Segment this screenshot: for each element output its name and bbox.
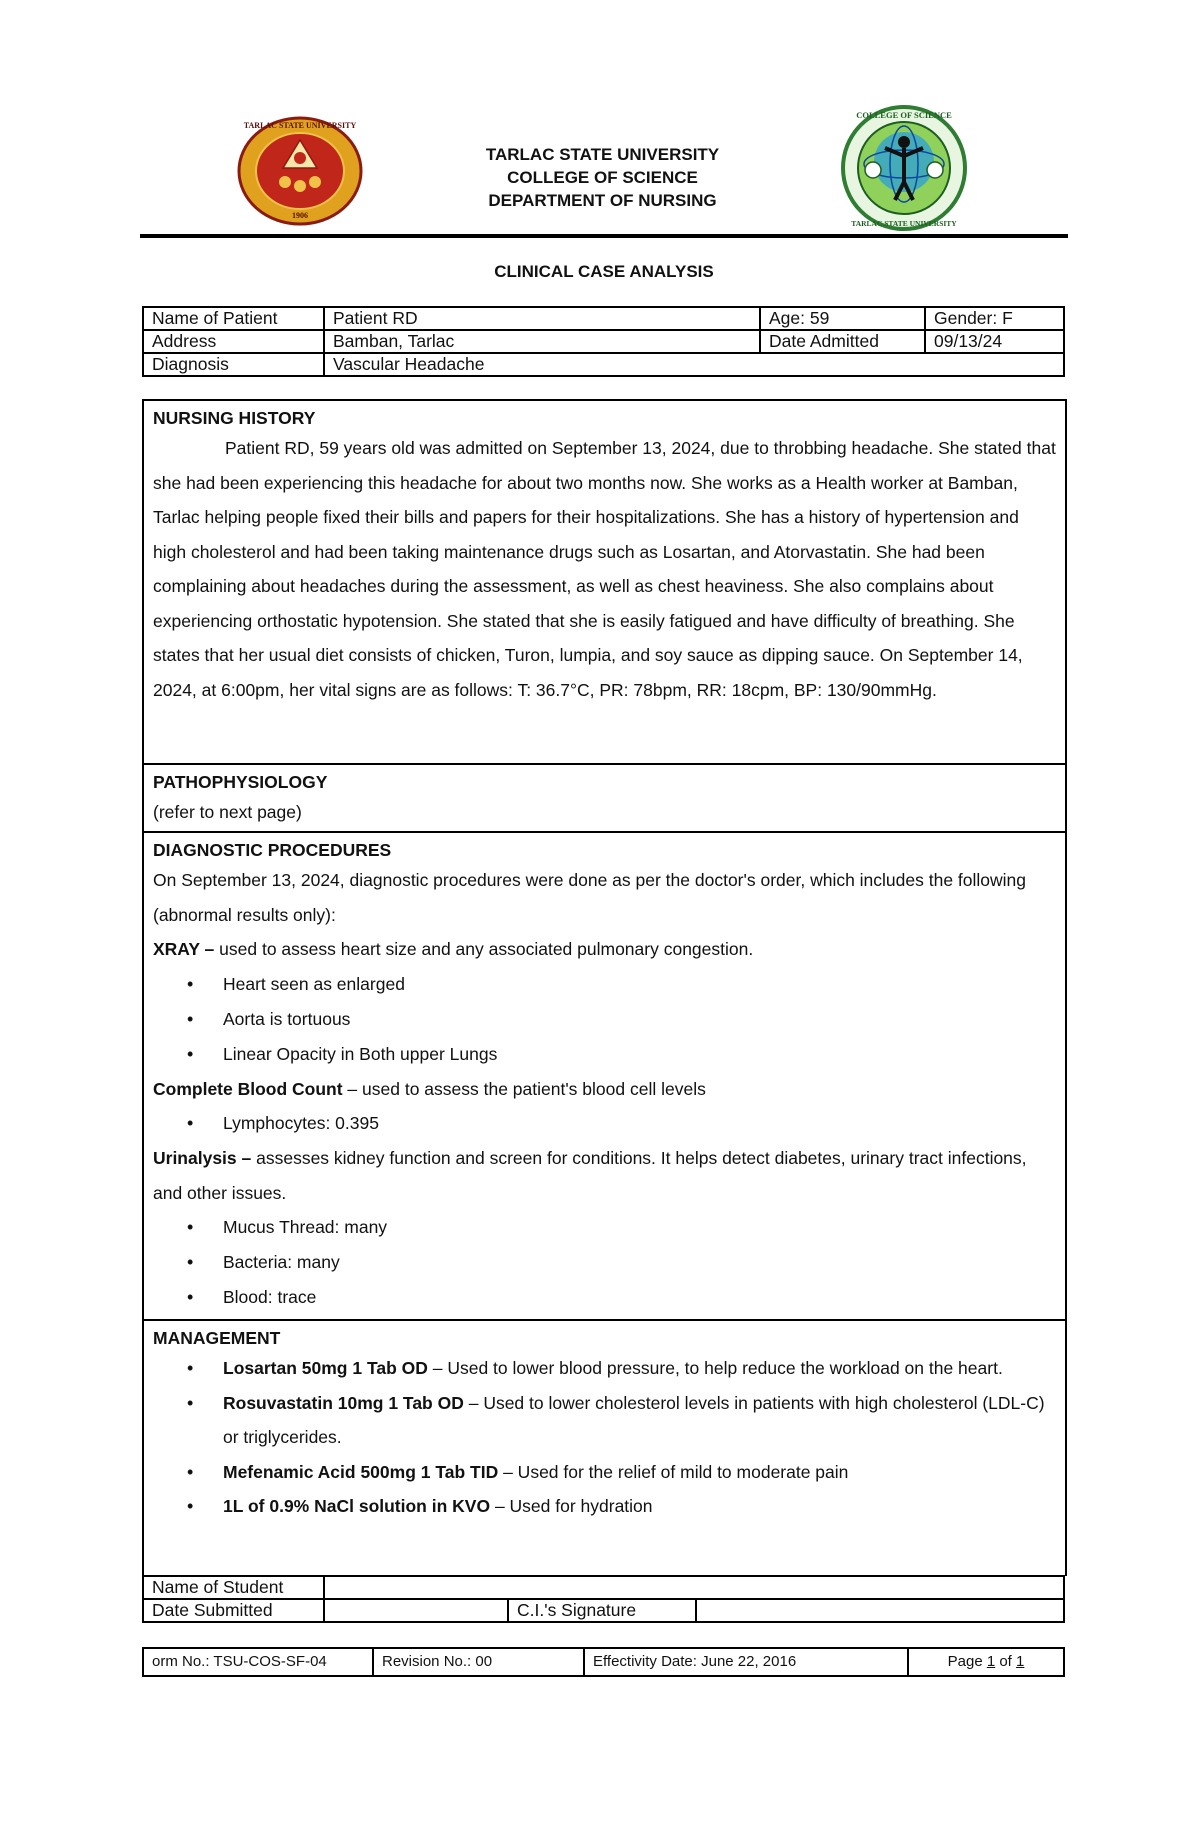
nursing-history-heading: NURSING HISTORY xyxy=(153,408,316,428)
xray-line xyxy=(153,932,1056,967)
nursing-history-section xyxy=(144,401,1065,765)
urinalysis-line xyxy=(153,1141,1056,1210)
management-heading: MANAGEMENT xyxy=(153,1328,281,1348)
department-name: DEPARTMENT OF NURSING xyxy=(488,191,717,210)
urinalysis-label: Urinalysis – xyxy=(153,1148,252,1168)
student-name-label: Name of Student xyxy=(143,1576,324,1599)
date-submitted-field[interactable] xyxy=(324,1599,508,1622)
student-info-table xyxy=(142,1575,1065,1623)
effectivity-date: Effectivity Date: June 22, 2016 xyxy=(584,1648,908,1676)
logo-college-text: COLLEGE OF SCIENCE xyxy=(856,110,952,120)
revision-number: Revision No.: 00 xyxy=(373,1648,584,1676)
cbc-results xyxy=(153,1106,1056,1141)
patient-address: Bamban, Tarlac xyxy=(324,330,760,353)
form-footer-table xyxy=(142,1647,1065,1677)
letterhead xyxy=(400,143,805,212)
list-item: • Bacteria: many xyxy=(187,1252,340,1272)
college-of-science-logo xyxy=(833,104,975,232)
university-name: TARLAC STATE UNIVERSITY xyxy=(485,145,720,164)
patient-age: Age: 59 xyxy=(760,307,925,330)
management-list xyxy=(153,1351,1056,1524)
patient-name-label: Name of Patient xyxy=(143,307,324,330)
logo-ring-text: TARLAC STATE UNIVERSITY xyxy=(243,121,357,130)
diagnosis: Vascular Headache xyxy=(324,353,1064,376)
list-item: • Blood: trace xyxy=(187,1287,317,1307)
list-item: • Linear Opacity in Both upper Lungs xyxy=(187,1043,498,1064)
logo-year: 1906 xyxy=(292,211,308,220)
logo-university-text: TARLAC STATE UNIVERSITY xyxy=(851,219,957,228)
diagnosis-label: Diagnosis xyxy=(143,353,324,376)
address-label: Address xyxy=(143,330,324,353)
ci-signature-field[interactable] xyxy=(696,1599,1064,1622)
nursing-history-text: Patient RD, 59 years old was admitted on September 13, 2024, due to throbbing headache. She stated that she had been experiencing this headache for about two months now. She works as a Health worker at Bamban, Tarlac helping people fixed their bills and papers for their hospitalizations. She has a history of hypertension and high cholesterol and had been taking maintenance drugs such as Losartan, and Atorvastatin. She had been complaining about headaches during the assessment, as well as chest heaviness. She also complains about experiencing orthostatic hypotension. She stated that she is easily fatigued and have difficulty of breathing. She states that her usual diet consists of chicken, Turon, lumpia, and soy sauce as dipping sauce. On September 14, 2024, at 6:00pm, her vital signs are as follows: T: 36.7°C, PR: 78bpm, RR: 18cpm, BP: 130/90mmHg. xyxy=(153,438,1056,700)
date-admitted: 09/13/24 xyxy=(925,330,1064,353)
page-number: Page 1 of 1 xyxy=(908,1648,1064,1676)
tarlac-state-university-logo xyxy=(237,116,363,226)
patient-info-table xyxy=(142,306,1065,377)
date-admitted-label: Date Admitted xyxy=(760,330,925,353)
case-analysis-body xyxy=(142,399,1067,1576)
header-divider xyxy=(140,234,1068,238)
pathophysiology-heading: PATHOPHYSIOLOGY xyxy=(153,772,328,792)
urinalysis-description: assesses kidney function and screen for conditions. It helps detect diabetes, urinary tract infections, and other issues. xyxy=(153,1148,1027,1203)
xray-description: used to assess heart size and any associated pulmonary congestion. xyxy=(214,939,754,959)
list-item: • Heart seen as enlarged xyxy=(187,973,405,994)
patient-gender: Gender: F xyxy=(925,307,1064,330)
ci-signature-label: C.I.'s Signature xyxy=(508,1599,696,1622)
list-item: • 1L of 0.9% NaCl solution in KVO – Used for hydration xyxy=(187,1496,653,1516)
diagnostic-procedures-section xyxy=(144,833,1065,1321)
pathophysiology-text: (refer to next page) xyxy=(153,802,302,822)
management-section xyxy=(144,1321,1065,1576)
xray-label: XRAY – xyxy=(153,939,215,959)
cbc-line xyxy=(153,1072,1056,1107)
patient-name: Patient RD xyxy=(324,307,760,330)
list-item: • Lymphocytes: 0.395 xyxy=(187,1113,379,1133)
pathophysiology-section xyxy=(144,765,1065,833)
document-title: CLINICAL CASE ANALYSIS xyxy=(494,262,714,281)
diagnostic-procedures-heading: DIAGNOSTIC PROCEDURES xyxy=(153,840,392,860)
cbc-description: – used to assess the patient's blood cell levels xyxy=(342,1078,706,1099)
cbc-label: Complete Blood Count xyxy=(153,1078,343,1099)
list-item: • Losartan 50mg 1 Tab OD – Used to lower blood pressure, to help reduce the workload on the heart. xyxy=(187,1358,1003,1378)
form-number: orm No.: TSU-COS-SF-04 xyxy=(143,1648,373,1676)
student-name-field[interactable] xyxy=(324,1576,1064,1599)
list-item: • Aorta is tortuous xyxy=(187,1008,351,1029)
list-item: • Mefenamic Acid 500mg 1 Tab TID – Used for the relief of mild to moderate pain xyxy=(187,1461,849,1482)
list-item: • Mucus Thread: many xyxy=(187,1217,388,1237)
urinalysis-results xyxy=(153,1210,1056,1315)
college-name: COLLEGE OF SCIENCE xyxy=(507,168,698,187)
xray-results xyxy=(153,967,1056,1072)
diagnostic-intro: On September 13, 2024, diagnostic procedures were done as per the doctor's order, which includes the following (abnormal results only): xyxy=(153,870,1027,925)
list-item: • Rosuvastatin 10mg 1 Tab OD – Used to lower cholesterol levels in patients with high cholesterol (LDL-C) or triglycerides. xyxy=(187,1392,1045,1447)
date-submitted-label: Date Submitted xyxy=(143,1599,324,1622)
